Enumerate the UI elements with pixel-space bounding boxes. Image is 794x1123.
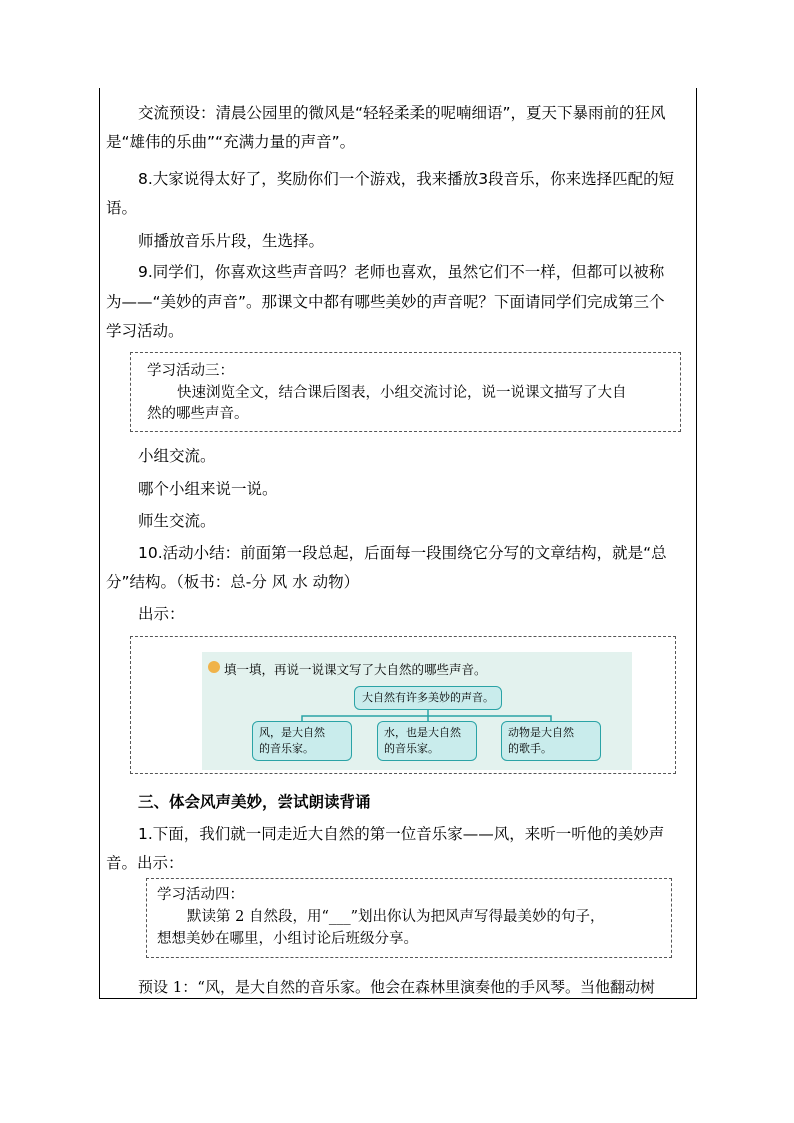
sound-diagram-figure	[202, 652, 632, 770]
which-group: 哪个小组来说一说。	[138, 480, 278, 498]
activity4-line1: 默读第 2 自然段，用“___”划出你认为把风声写得最美妙的句子，	[187, 909, 605, 925]
preset1-line: 预设 1：“风，是大自然的音乐家。他会在森林里演奏他的手风琴。当他翻动树	[138, 978, 655, 996]
step1-line2: 音。出示：	[106, 854, 184, 872]
activity3-box	[130, 352, 681, 432]
node-wind-line2: 的音乐家。	[259, 742, 314, 755]
activity3-title: 学习活动三：	[147, 363, 234, 379]
step1-line1: 1.下面，我们就一同走近大自然的第一位音乐家——风，来听一听他的美妙声	[138, 825, 665, 843]
show-label-1: 出示：	[138, 605, 185, 623]
step9-line3: 学习活动。	[106, 322, 184, 340]
node-animals-line2: 的歌手。	[508, 742, 552, 755]
preset-paragraph-line2: 是“雄伟的乐曲”“充满力量的声音”。	[106, 133, 356, 151]
node-animals-line1: 动物是大自然	[508, 726, 574, 739]
activity4-line2: 想想美妙在哪里，小组讨论后班级分享。	[157, 931, 418, 947]
step10-line2: 分”结构。（板书：总-分 风 水 动物）	[106, 573, 360, 591]
node-water-line1: 水，也是大自然	[384, 726, 461, 739]
figure-caption: 填一填，再说一说课文写了大自然的哪些声音。	[224, 662, 487, 677]
section3-heading: 三、体会风声美妙，尝试朗读背诵	[138, 793, 371, 811]
diagram-node-animals	[501, 721, 601, 761]
node-water-line2: 的音乐家。	[384, 742, 439, 755]
step8-line1: 8.大家说得太好了，奖励你们一个游戏，我来播放3段音乐，你来选择匹配的短	[138, 170, 675, 188]
diagram-node-wind	[252, 721, 352, 761]
teacher-student-exchange: 师生交流。	[138, 512, 216, 530]
diagram-node-water	[377, 721, 477, 761]
node-wind-line1: 风，是大自然	[259, 726, 325, 739]
step10-line1: 10.活动小结：前面第一段总起，后面每一段围绕它分写的文章结构，就是“总	[138, 544, 667, 562]
step8-line2: 语。	[106, 199, 138, 217]
activity4-box	[146, 878, 672, 958]
activity4-title: 学习活动四：	[157, 887, 244, 903]
step9-line2: 为——“美妙的声音”。那课文中都有哪些美妙的声音呢？下面请同学们完成第三个	[106, 293, 665, 311]
preset-paragraph-line1: 交流预设：清晨公园里的微风是“轻轻柔柔的呢喃细语”，夏天下暴雨前的狂风	[138, 104, 666, 122]
activity3-line2: 然的哪些声音。	[147, 406, 249, 422]
group-exchange: 小组交流。	[138, 447, 216, 465]
step9-line1: 9.同学们，你喜欢这些声音吗？老师也喜欢，虽然它们不一样，但都可以被称	[138, 263, 665, 281]
pencil-icon	[208, 661, 220, 673]
teacher-play-music: 师播放音乐片段，生选择。	[138, 232, 325, 250]
diagram-root-node: 大自然有许多美妙的声音。	[354, 686, 502, 710]
activity3-line1: 快速浏览全文，结合课后图表，小组交流讨论，说一说课文描写了大自	[177, 385, 627, 401]
